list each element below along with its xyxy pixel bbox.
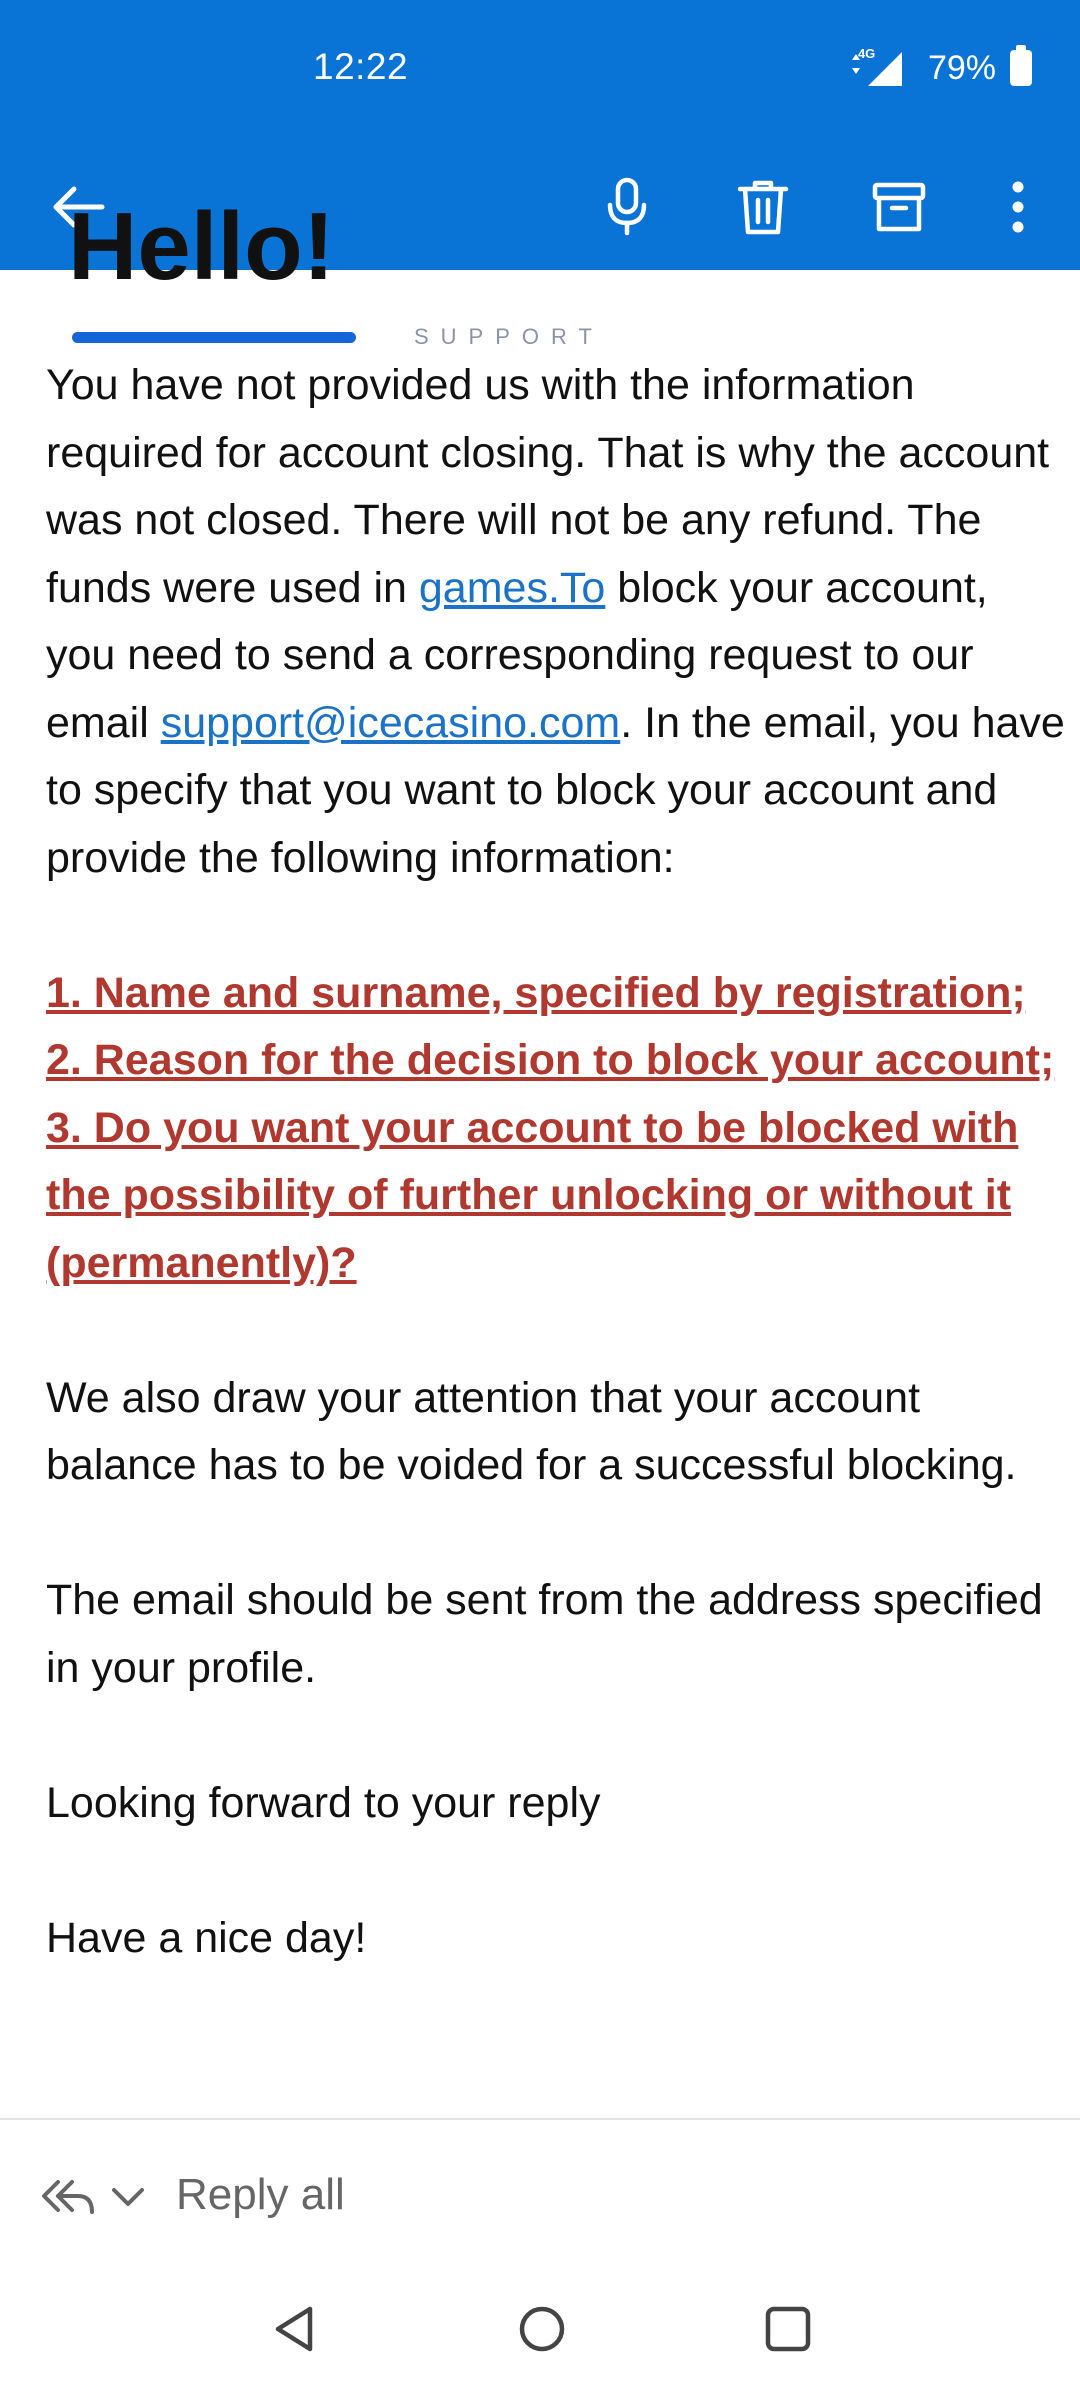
- status-time: 12:22: [313, 46, 409, 87]
- trash-icon[interactable]: [728, 144, 798, 270]
- network-type: 4G: [857, 46, 876, 61]
- brand-bar: [72, 332, 356, 343]
- paragraph-balance: We also draw your attention that your account balance has to be voided for a successful blocking.: [46, 1373, 1017, 1489]
- paragraph-reply: Looking forward to your reply: [46, 1778, 601, 1827]
- list-item: 2. Reason for the decision to block your account;: [46, 1036, 1055, 1084]
- battery-icon: [1010, 50, 1032, 86]
- status-bar: [0, 0, 1080, 144]
- games-link[interactable]: games.To: [418, 563, 606, 612]
- more-vert-icon[interactable]: [990, 144, 1046, 270]
- list-item: 3. Do you want your account to be blocked with the possibility of further unlocking or without it (permanently)?: [46, 1103, 1019, 1287]
- recents-icon[interactable]: [762, 2303, 814, 2360]
- battery-percent: 79%: [927, 48, 996, 87]
- home-icon[interactable]: [516, 2303, 568, 2360]
- paragraph-signoff: Have a nice day!: [46, 1913, 367, 1962]
- greeting-heading: Hello!: [68, 193, 335, 300]
- reply-all-label[interactable]: Reply all: [176, 2170, 345, 2219]
- list-item: 1. Name and surname, specified by registration;: [46, 968, 1026, 1017]
- chevron-down-icon[interactable]: [110, 2186, 146, 2213]
- archive-icon[interactable]: [864, 144, 934, 270]
- signal-icon: [846, 46, 906, 90]
- text-segment: You have not provided us with the information required for account closing. That is why the account was not closed. There will not be any refund. The funds were used in: [46, 361, 1050, 612]
- required-info-list: [46, 960, 1066, 1298]
- text-segment: block your account, you need to send a corresponding request to our email: [46, 563, 988, 747]
- brand-support-tag: SUPPORT: [414, 324, 604, 349]
- reply-all-icon[interactable]: [40, 2178, 96, 2223]
- paragraph-intro: [46, 352, 1066, 892]
- microphone-icon[interactable]: [592, 144, 662, 270]
- navigation-bar: [0, 2275, 1080, 2400]
- support-email-link[interactable]: support@icecasino.com: [160, 698, 621, 747]
- email-body: [0, 193, 1080, 2118]
- reply-bar[interactable]: [0, 2120, 1080, 2275]
- back-icon[interactable]: [270, 2303, 320, 2360]
- email-text: [46, 352, 1066, 1972]
- paragraph-address: The email should be sent from the address specified in your profile.: [46, 1576, 1043, 1692]
- text-segment: . In the email, you have to specify that you want to block your account and provide the following information:: [46, 698, 1065, 882]
- status-right: [846, 44, 1032, 92]
